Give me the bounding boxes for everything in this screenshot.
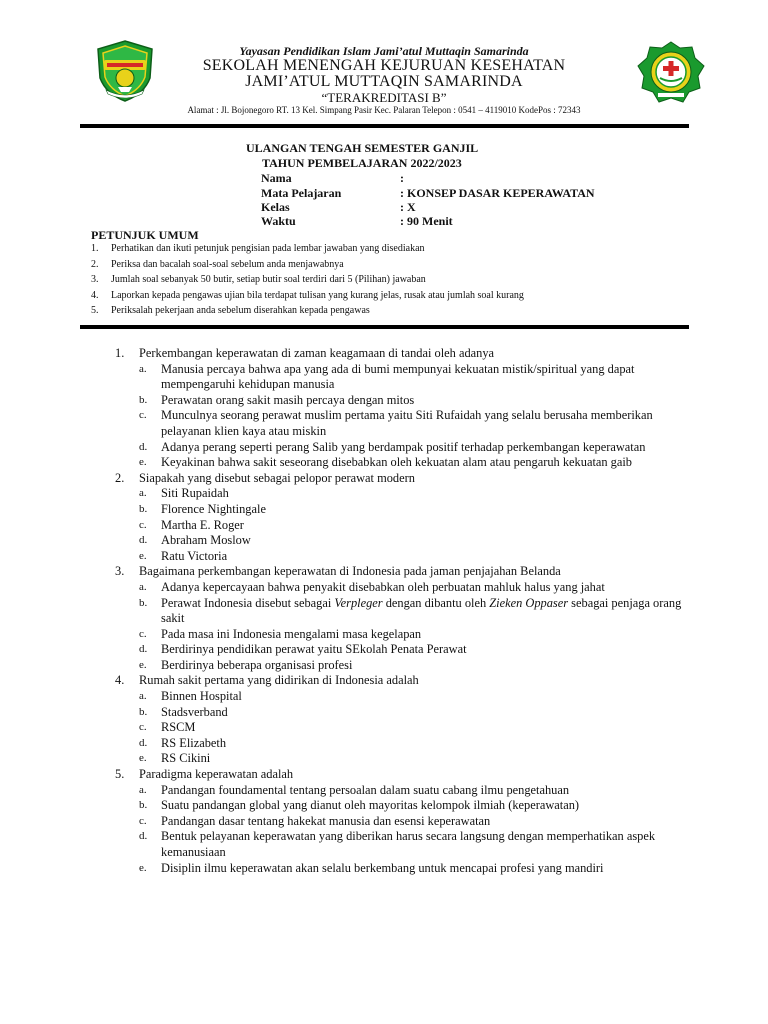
option-b	[115, 393, 695, 409]
instruction-number: 2.	[91, 258, 99, 270]
option-text: RS Cikini	[161, 751, 211, 766]
option-letter: a.	[139, 690, 147, 703]
option-text-part: sebagai penjaga orang sakit	[161, 595, 682, 626]
option-letter: e.	[139, 861, 147, 874]
instruction-number: 3.	[91, 274, 99, 285]
question-number: 3.	[115, 564, 125, 579]
option-text: Manusia percaya bahwa apa yang ada di bumi mempunyai kekuatan mistik/spiritual yang dapat mempengaruhi kehidupan manusia	[161, 361, 635, 392]
option-e	[115, 455, 695, 471]
option-letter: b.	[139, 596, 148, 609]
option-text: Stadsverband	[161, 704, 228, 719]
option-text: Abraham Moslow	[161, 533, 251, 548]
option-a	[115, 486, 695, 502]
option-letter: e.	[139, 456, 147, 469]
option-a	[115, 783, 695, 799]
option-text	[161, 596, 695, 627]
option-text: RS Elizabeth	[161, 735, 227, 750]
option-letter: e.	[139, 658, 147, 671]
option-letter: b.	[139, 705, 148, 718]
school-address: Alamat : Jl. Bojonegoro RT. 13 Kel. Simpang Pasir Kec. Palaran Telepon : 0541 – 4119010 KodePos : 72343	[187, 105, 581, 115]
question-number: 2.	[115, 470, 125, 485]
option-c	[115, 627, 695, 643]
option-text: Martha E. Roger	[161, 517, 244, 532]
question-text: Rumah sakit pertama yang didirikan di Indonesia adalah	[139, 673, 419, 688]
option-text: Bentuk pelayanan keperawatan yang diberikan harus secara langsung dengan memperhatikan aspek kemanusiaan	[161, 829, 656, 859]
option-b	[115, 596, 695, 627]
instruction-number: 4.	[91, 289, 99, 301]
option-text: Siti Rupaidah	[161, 486, 229, 501]
option-letter: a.	[139, 783, 147, 796]
option-text-italic-term: Zieken Oppaser	[489, 595, 569, 610]
info-row-kelas	[261, 200, 416, 215]
info-value: : 90 Menit	[400, 214, 453, 228]
option-e	[115, 658, 695, 674]
option-letter: c.	[139, 627, 147, 640]
option-text: Adanya perang seperti perang Salib yang berdampak positif terhadap perkembangan keperawatan	[161, 439, 646, 454]
option-letter: b.	[139, 393, 148, 406]
option-d	[115, 736, 695, 752]
info-value: : X	[400, 200, 416, 214]
question-text: Paradigma keperawatan adalah	[139, 767, 294, 782]
question-number: 4.	[115, 673, 125, 688]
info-value: : KONSEP DASAR KEPERAWATAN	[400, 186, 595, 200]
instructions-list	[91, 243, 524, 321]
school-name-line-1: SEKOLAH MENENGAH KEJURUAN KESEHATAN	[202, 57, 566, 74]
info-label: Waktu	[261, 214, 296, 228]
option-b	[115, 705, 695, 721]
option-b	[115, 502, 695, 518]
option-letter: b.	[139, 799, 148, 812]
option-text: Disiplin ilmu keperawatan akan selalu berkembang untuk mencapai profesi yang mandiri	[161, 860, 604, 875]
instruction-item	[91, 243, 524, 259]
option-text: Keyakinan bahwa sakit seseorang disebabkan oleh kekuatan alam atau pengaruh kekuatan gaib	[161, 455, 633, 470]
option-text-italic-term: Verpleger	[334, 595, 383, 610]
instruction-text: Periksalah pekerjaan anda sebelum diserahkan kepada pengawas	[111, 305, 370, 316]
option-letter: d.	[139, 736, 148, 749]
option-letter: a.	[139, 487, 147, 500]
instruction-text: Perhatikan dan ikuti petunjuk pengisian pada lembar jawaban yang disediakan	[111, 243, 425, 254]
option-text: Florence Nightingale	[161, 501, 266, 516]
option-text: Binnen Hospital	[161, 689, 242, 704]
option-text: Adanya kepercayaan bahwa penyakit disebabkan oleh perbuatan mahluk halus yang jahat	[161, 579, 605, 594]
option-c	[115, 720, 695, 736]
foundation-name: Yayasan Pendidikan Islam Jami’atul Muttaqin Samarinda	[239, 44, 529, 58]
option-text: Ratu Victoria	[161, 548, 228, 563]
info-label: Mata Pelajaran	[261, 186, 342, 200]
option-letter: c.	[139, 518, 147, 531]
option-letter: b.	[139, 502, 148, 515]
question-1	[115, 346, 695, 471]
instruction-number: 1.	[91, 243, 99, 254]
question-3	[115, 564, 695, 673]
option-d	[115, 642, 695, 658]
question-2	[115, 471, 695, 565]
instruction-item	[91, 259, 524, 275]
info-row-nama	[261, 171, 404, 186]
option-text: Pada masa ini Indonesia mengalami masa kegelapan	[161, 626, 422, 641]
instructions-heading: PETUNJUK UMUM	[91, 228, 199, 242]
question-text: Siapakah yang disebut sebagai pelopor perawat modern	[139, 470, 415, 485]
header-divider	[80, 124, 689, 128]
info-row-waktu	[261, 214, 453, 229]
instruction-item	[91, 305, 524, 321]
question-text: Bagaimana perkembangan keperawatan di Indonesia pada jaman penjajahan Belanda	[139, 564, 561, 579]
accreditation-label: “TERAKREDITASI B”	[321, 90, 447, 105]
instruction-number: 5.	[91, 305, 99, 316]
option-text-part: dengan dibantu oleh	[382, 595, 490, 610]
option-letter: d.	[139, 643, 148, 656]
option-d	[115, 440, 695, 456]
option-letter: c.	[139, 409, 147, 422]
instruction-text: Jumlah soal sebanyak 50 butir, setiap butir soal terdiri dari 5 (Pilihan) jawaban	[111, 274, 426, 285]
option-text: RSCM	[161, 720, 196, 735]
option-e	[115, 861, 695, 877]
section-divider	[80, 325, 689, 329]
option-text: Munculnya seorang perawat muslim pertama yaitu Siti Rufaidah yang selalu berusaha memberikan pelayanan klien kaya atau miskin	[161, 408, 653, 438]
option-text: Perawatan orang sakit masih percaya dengan mitos	[161, 392, 415, 407]
option-c	[115, 518, 695, 534]
option-text: Suatu pandangan global yang dianut oleh mayoritas kelompok ilmiah (keperawatan)	[161, 798, 580, 813]
question-5	[115, 767, 695, 876]
option-letter: d.	[139, 534, 148, 547]
option-letter: a.	[139, 362, 147, 375]
option-text: Berdirinya beberapa organisasi profesi	[161, 657, 353, 672]
option-a	[115, 580, 695, 596]
question-number: 5.	[115, 767, 125, 782]
question-list	[115, 346, 695, 876]
question-4	[115, 673, 695, 767]
option-d	[115, 829, 695, 860]
option-text: Berdirinya pendidikan perawat yaitu SEkolah Penata Perawat	[161, 642, 467, 657]
instruction-item	[91, 290, 524, 306]
question-number: 1.	[115, 346, 125, 360]
option-a	[115, 362, 695, 393]
option-letter: c.	[139, 721, 147, 734]
option-letter: d.	[139, 440, 148, 453]
option-letter: d.	[139, 830, 148, 843]
instruction-text: Laporkan kepada pengawas ujian bila terdapat tulisan yang kurang jelas, rusak atau jumlah soal kurang	[111, 289, 524, 301]
exam-title: ULANGAN TENGAH SEMESTER GANJIL	[246, 141, 479, 155]
option-c	[115, 408, 695, 439]
info-label: Kelas	[261, 200, 290, 214]
option-text-part: Perawat Indonesia disebut sebagai	[161, 595, 335, 610]
option-text: Pandangan foundamental tentang persoalan dalam suatu cabang ilmu pengetahuan	[161, 782, 570, 797]
info-label: Nama	[261, 171, 292, 185]
option-c	[115, 814, 695, 830]
option-text: Pandangan dasar tentang hakekat manusia dan esensi keperawatan	[161, 813, 491, 828]
school-logo	[636, 40, 706, 106]
question-text: Perkembangan keperawatan di zaman keagamaan di tandai oleh adanya	[139, 346, 495, 360]
option-a	[115, 689, 695, 705]
option-letter: c.	[139, 814, 147, 827]
option-letter: e.	[139, 549, 147, 562]
option-letter: e.	[139, 752, 147, 765]
option-e	[115, 549, 695, 565]
info-row-mata-pelajaran	[261, 186, 595, 201]
instruction-item	[91, 274, 524, 290]
info-value: :	[400, 171, 404, 185]
option-letter: a.	[139, 580, 147, 593]
instruction-text: Periksa dan bacalah soal-soal sebelum anda menjawabnya	[111, 258, 344, 270]
option-e	[115, 751, 695, 767]
school-name-line-2: JAMI’ATUL MUTTAQIN SAMARINDA	[245, 73, 523, 90]
academic-year: TAHUN PEMBELAJARAN 2022/2023	[262, 156, 462, 170]
option-d	[115, 533, 695, 549]
option-b	[115, 798, 695, 814]
